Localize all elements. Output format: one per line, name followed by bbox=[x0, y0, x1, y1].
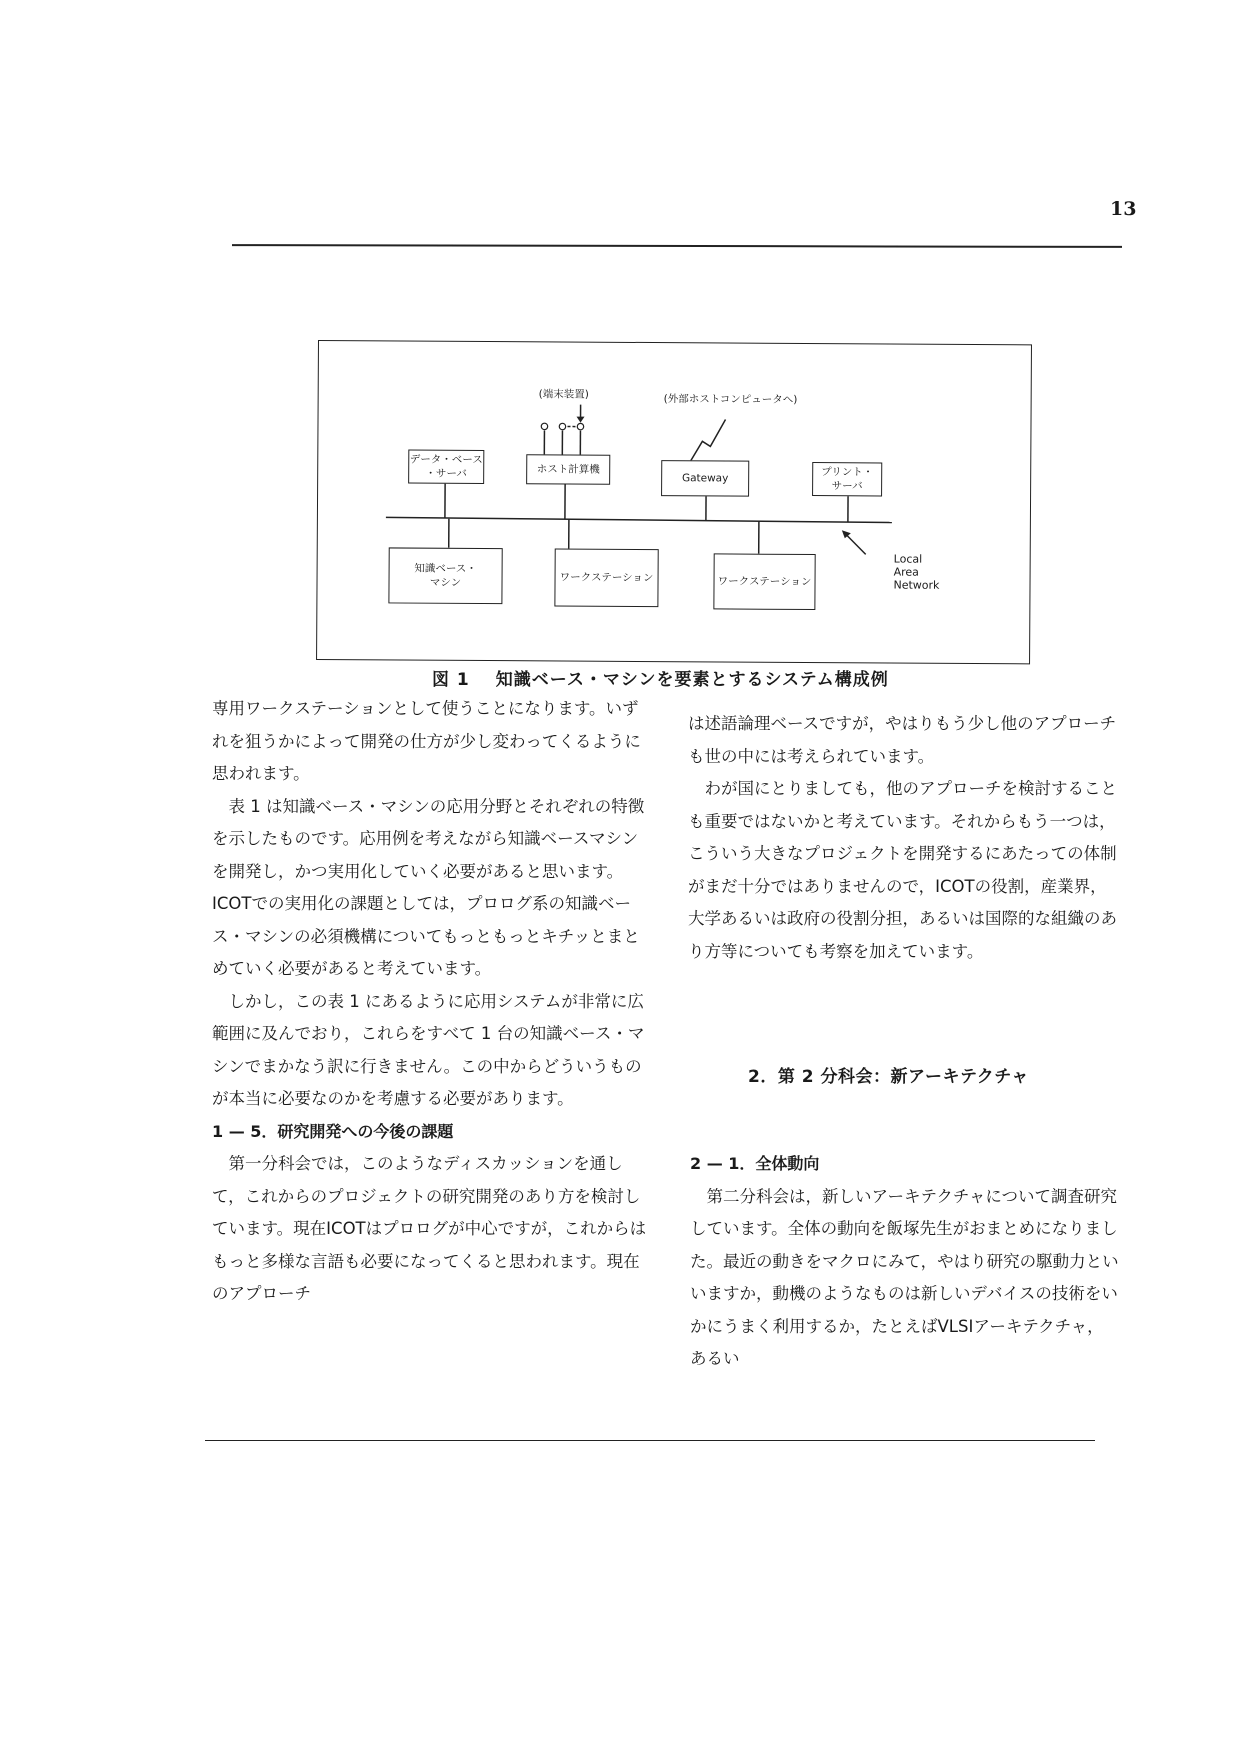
terminal-label: (端末装置) bbox=[538, 388, 589, 401]
right-subsection bbox=[690, 1148, 1120, 1376]
lan-label: Local Area Network bbox=[893, 552, 940, 592]
left-paragraph-3: しかし，この表 1 にあるように応用システムが非常に広範囲に及んでおり，これらをすべて 1 台の知識ベース・マシンでまかなう訳に行きません。この中からどういうものが本当に必要なのかを考慮する必要があります。 bbox=[212, 991, 645, 1108]
network-diagram-lines bbox=[317, 341, 1031, 663]
external-host-zigzag bbox=[689, 419, 725, 463]
right-column bbox=[688, 708, 1118, 968]
terminal-arrowhead bbox=[577, 417, 585, 423]
left-column bbox=[212, 693, 652, 1311]
section-heading: 2．第 2 分科会：新アーキテクチャ bbox=[748, 1067, 1029, 1087]
lan-label-arrow bbox=[846, 534, 866, 554]
left-paragraph-4: 第一分科会では，このようなディスカッションを通して，これからのプロジェクトの研究開発のあり方を検討しています。現在ICOTはプロログが中心ですが，これからはもっと多様な言語も必要になってくると思われます。現在のアプローチ bbox=[212, 1154, 647, 1303]
lan-bus bbox=[386, 517, 892, 522]
left-paragraph-2: 表 1 は知識ベース・マシンの応用分野とそれぞれの特徴を示したものです。応用例を考えながら知識ベースマシンを開発し，かつ実用化していく必要があると思います。ICOTでの実用化の課題としては，プロログ系の知識ベース・マシンの必須機構についてもっともっとキチッとまとめていく必要があると考えています。 bbox=[212, 796, 645, 978]
terminal-3 bbox=[577, 423, 583, 429]
right-paragraph-1: は述語論理ベースですが，やはりもう少し他のアプローチも世の中には考えられています。 bbox=[688, 714, 1117, 766]
gateway-box: Gateway bbox=[661, 460, 749, 497]
right-paragraph-3: 第二分科会は，新しいアーキテクチャについて調査研究しています。全体の動向を飯塚先生がおまとめになりました。最近の動きをマクロにみて，やはり研究の駆動力といいますか，動機のようなものは新しいデバイスの技術をいかにうまく利用するか，たとえばVLSIアーキテクチャ，あるい bbox=[690, 1186, 1119, 1368]
figure-caption bbox=[432, 665, 889, 690]
workstation-2-box: ワークステーション bbox=[713, 553, 815, 610]
top-rule bbox=[232, 244, 1122, 248]
terminal-1 bbox=[541, 423, 547, 429]
right-subsection-heading: 2 — 1．全体動向 bbox=[690, 1154, 820, 1173]
left-subsection-heading: 1 — 5．研究開発への今後の課題 bbox=[212, 1121, 454, 1141]
print-server-box: プリント・ サーバ bbox=[812, 462, 882, 496]
caption-number: 図 1 bbox=[432, 670, 470, 690]
host-computer-box: ホスト計算機 bbox=[526, 454, 610, 485]
workstation-1-box: ワークステーション bbox=[554, 548, 658, 607]
bottom-rule bbox=[205, 1440, 1095, 1441]
caption-text: 知識ベース・マシンを要素とするシステム構成例 bbox=[495, 670, 889, 690]
kb-machine-box: 知識ベース・ マシン bbox=[388, 547, 502, 604]
page-number: 13 bbox=[1110, 198, 1137, 220]
right-paragraph-2: わが国にとりましても，他のアプローチを検討することも重要ではないかと考えています。それからもう一つは，こういう大きなプロジェクトを開発するにあたっての体制がまだ十分ではありませんので，ICOTの役割，産業界，大学あるいは政府の役割分担，あるいは国際的な組織のあり方等についても考察を加えています。 bbox=[688, 779, 1117, 961]
terminal-2 bbox=[559, 423, 565, 429]
db-server-box: データ・ベース ・サーバ bbox=[408, 450, 484, 484]
external-host-label: (外部ホストコンピュータへ) bbox=[663, 393, 798, 406]
left-paragraph-1: 専用ワークステーションとして使うことになります。いずれを狙うかによって開発の仕方が少し変わってくるように思われます。 bbox=[212, 699, 641, 783]
figure-1 bbox=[316, 340, 1032, 664]
